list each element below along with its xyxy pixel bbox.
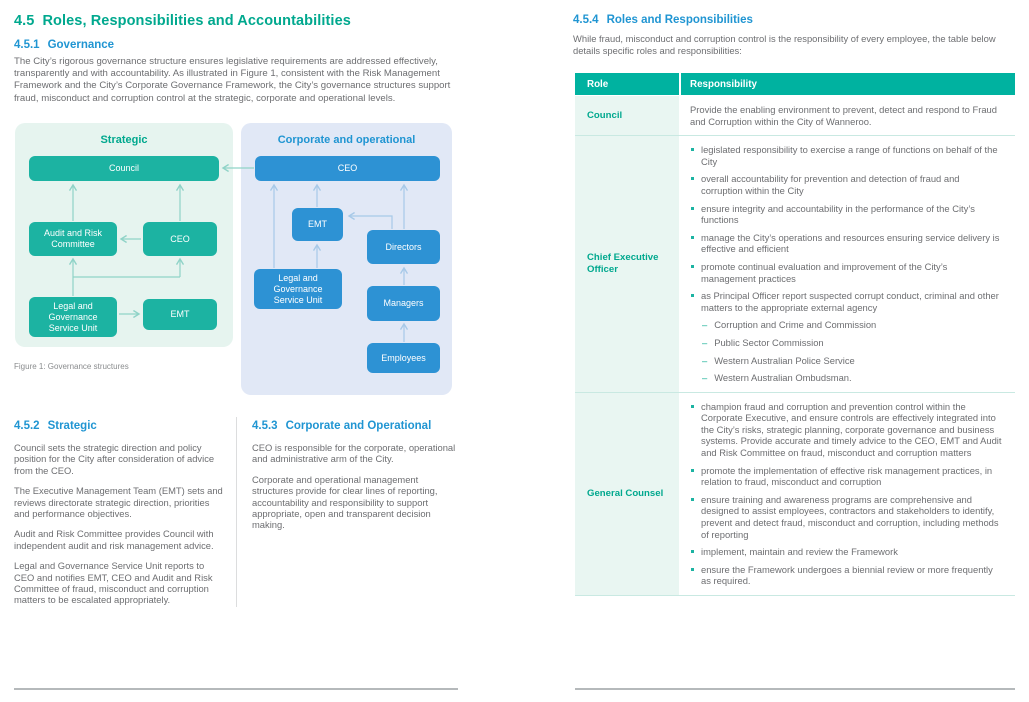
bullet-text: ensure the Framework undergoes a biennial review or more frequently as required. (701, 563, 993, 587)
bullet-icon (691, 265, 694, 268)
table-header-responsibility: Responsibility (690, 78, 757, 90)
corporate-paragraph: Corporate and operational management structures provide for clear lines of reporting, accountability and responsibility to support appropriate, open and transparent decision making. (252, 473, 438, 531)
list-item (690, 465, 1003, 488)
roles-intro-paragraph: While fraud, misconduct and corruption control is the responsibility of every employee, the table below details specific roles and responsibilities: (573, 33, 996, 56)
governance-heading-text: Governance (47, 39, 115, 51)
corporate-section (252, 420, 458, 540)
strategic-panel-title: Strategic (100, 134, 148, 146)
bullet-text: promote continual evaluation and improvement of the City’s management practices (701, 260, 948, 284)
node-directors: Directors (367, 230, 440, 264)
sub-bullet-text: Western Australian Police Service (714, 354, 855, 366)
corporate-heading-text: Corporate and Operational (285, 420, 432, 432)
bullet-icon (691, 568, 694, 571)
node-council: Council (29, 156, 219, 181)
table-row-council (575, 96, 1015, 136)
node-ceo-strategic: CEO (143, 222, 217, 256)
table-header-role: Role (575, 73, 681, 95)
table-row-chief-executive-officer (575, 136, 1015, 393)
strategic-paragraph: Council sets the strategic direction and policy position for the City after consideration of advice from the CEO. (14, 442, 215, 476)
bullet-icon (691, 148, 694, 151)
column-divider-line (236, 417, 237, 607)
list-item (690, 173, 1003, 196)
strategic-section-heading (14, 420, 227, 432)
role-cell: General Counsel (575, 393, 681, 595)
governance-heading (14, 39, 114, 51)
list-item (690, 401, 1003, 459)
dash-icon (702, 337, 707, 349)
sub-bullet-text: Public Sector Commission (714, 336, 824, 348)
bullet-text: legislated responsibility to exercise a range of functions on behalf of the City (701, 144, 998, 167)
bullet-text: ensure integrity and accountability in the performance of the City’s functions (701, 202, 975, 226)
bullet-text: implement, maintain and review the Framework (701, 546, 898, 558)
list-item (690, 546, 1003, 558)
roles-responsibilities-heading (573, 14, 753, 26)
figure-caption: Figure 1: Governance structures (14, 362, 129, 371)
bullet-text: promote the implementation of effective risk management practices, in relation to fraud, misconduct and corruption (701, 464, 993, 488)
bullet-icon (691, 469, 694, 472)
node-audit-risk-committee: Audit and Risk Committee (29, 222, 117, 256)
sub-list-item (702, 319, 1003, 331)
sub-list-item (702, 355, 1003, 367)
strategic-heading-number: 4.5.2 (14, 420, 40, 432)
bullet-text: as Principal Officer report suspected corrupt conduct, criminal and other matters to the appropriate external agency (701, 290, 999, 313)
dash-icon (702, 372, 707, 384)
corporate-section-heading (252, 420, 458, 432)
node-managers: Managers (367, 286, 440, 321)
node-ceo-corporate: CEO (255, 156, 440, 181)
bullet-icon (691, 207, 694, 210)
table-row-general-counsel (575, 393, 1015, 596)
section-title (14, 13, 474, 29)
strategic-heading-text: Strategic (47, 420, 97, 432)
strategic-paragraph: Audit and Risk Committee provides Council with independent audit and risk management advice. (14, 528, 214, 551)
dash-icon (702, 355, 707, 367)
governance-paragraph: The City’s rigorous governance structure ensures legislative requirements are addressed effectively, transparently and with accountability. As illustrated in Figure 1, consistent with the Risk Management Framework and the City’s Corporate Governance Framework, the City’s governance structures support fraud, misconduct and corruption control at the strategic, corporate and operational levels. (14, 56, 451, 104)
right-page-footer-rule (575, 688, 1015, 690)
corporate-heading-number: 4.5.3 (252, 420, 278, 432)
bullet-icon (691, 498, 694, 501)
list-item (690, 290, 1003, 313)
list-item (690, 203, 1003, 226)
bullet-text: manage the City’s operations and resources ensuring service delivery is effective and efficient (701, 231, 1000, 255)
roles-heading-text: Roles and Responsibilities (606, 14, 753, 26)
sub-list-item (702, 337, 1003, 349)
bullet-icon (691, 405, 694, 408)
section-number: 4.5 (14, 13, 35, 29)
responsibility-cell (681, 96, 1015, 135)
table-header-row (575, 73, 1015, 95)
responsibility-cell (681, 393, 1015, 595)
section-title-text: Roles, Responsibilities and Accountabilities (42, 13, 351, 29)
list-item (690, 144, 1003, 167)
bullet-icon (691, 550, 694, 553)
left-page-footer-rule (14, 688, 458, 690)
list-item (690, 564, 1003, 587)
role-cell: Council (575, 96, 681, 135)
strategic-section (14, 420, 227, 615)
strategic-paragraph: Legal and Governance Service Unit reports to CEO and notifies EMT, CEO and Audit and Risk Committee of fraud, misconduct and corruption matters to be escalated appropriately. (14, 560, 213, 606)
sub-bullet-text: Corruption and Crime and Commission (714, 319, 877, 331)
roles-table (575, 73, 1015, 596)
bullet-icon (691, 177, 694, 180)
list-item (690, 494, 1003, 540)
bullet-icon (691, 236, 694, 239)
corporate-paragraph: CEO is responsible for the corporate, operational and administrative arm of the City. (252, 442, 456, 465)
bullet-text: overall accountability for prevention and detection of fraud and corruption within the City (701, 173, 960, 196)
dash-icon (702, 319, 707, 331)
strategic-paragraph: The Executive Management Team (EMT) sets and reviews directorate strategic direction, priorities and performance objectives. (14, 485, 223, 520)
role-cell: Chief Executive Officer (575, 136, 681, 392)
sub-list-item (702, 372, 1003, 384)
bullet-text: champion fraud and corruption and prevention control within the Corporate Executive, and ensure controls are effectively integrated into the City’s risks, strategic planning, corporate governance and business systems. Provide accurate and timely advice to the CEO, EMT and Audit and Risk Committee on fraud, misconduct and corruption matters (701, 400, 1002, 459)
governance-heading-number: 4.5.1 (14, 39, 40, 51)
node-emt-strategic: EMT (143, 299, 217, 330)
sub-bullet-text: Western Australian Ombudsman. (714, 372, 852, 384)
responsibility-text: Provide the enabling environment to prevent, detect and respond to Fraud and Corruption within the City of Wanneroo. (690, 104, 997, 127)
list-item (690, 232, 1003, 255)
node-emt-corporate: EMT (292, 208, 343, 241)
list-item (690, 261, 1003, 284)
roles-heading-number: 4.5.4 (573, 14, 599, 26)
node-employees: Employees (367, 343, 440, 373)
bullet-text: ensure training and awareness programs are comprehensive and designed to assist employees, contractors and stakeholders to identify, prevent and detect fraud, misconduct and corruption, including methods of reporting (701, 493, 999, 540)
bullet-icon (691, 294, 694, 297)
node-lgsu-corporate: Legal and Governance Service Unit (254, 269, 342, 309)
corporate-panel-title: Corporate and operational (277, 134, 416, 146)
node-lgsu-strategic: Legal and Governance Service Unit (29, 297, 117, 337)
responsibility-cell (681, 136, 1015, 392)
